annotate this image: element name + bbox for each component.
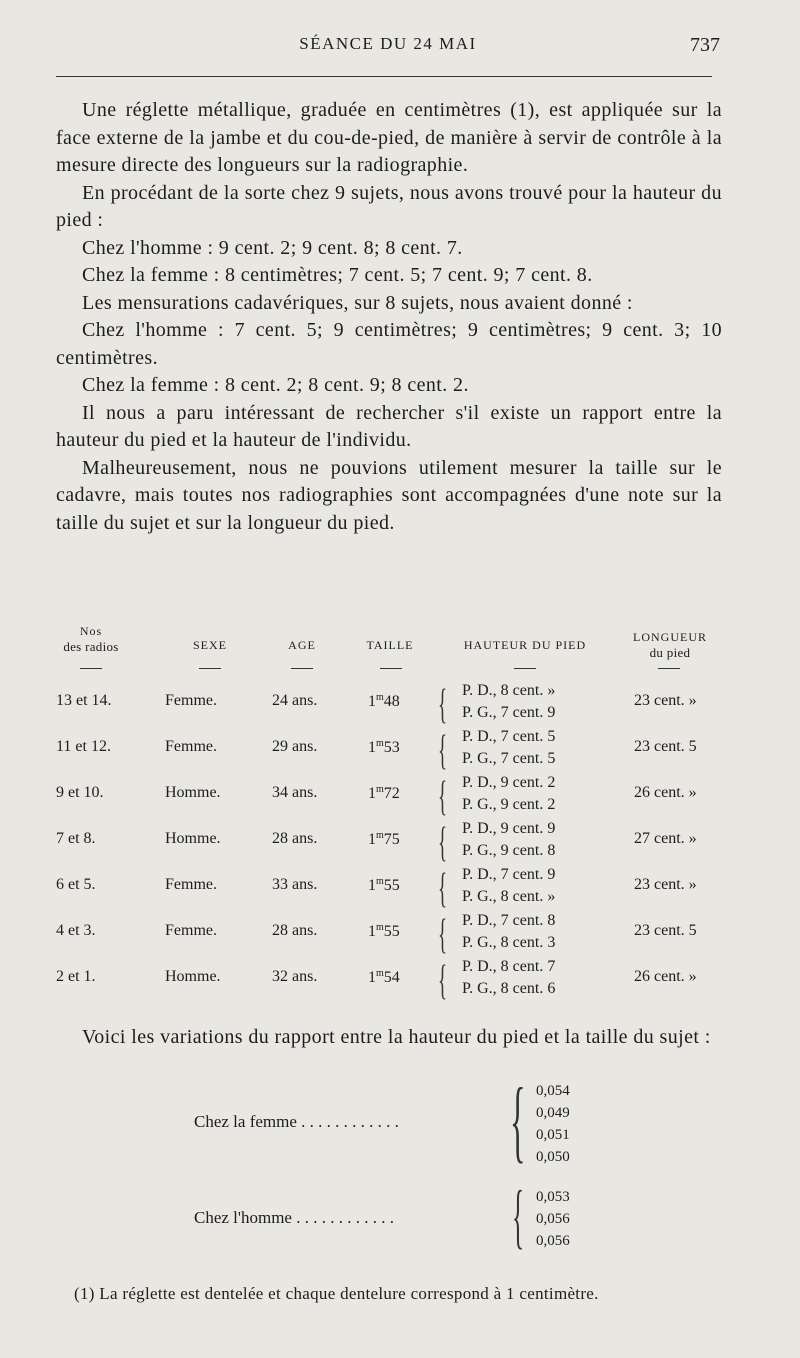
table-row	[50, 726, 730, 772]
pied-gauche: P. G., 7 cent. 9	[462, 704, 556, 721]
brace-icon: {	[438, 774, 448, 820]
table-row	[50, 864, 730, 910]
header-title: SÉANCE DU 24 MAI	[299, 34, 477, 53]
ratio-value: 0,056	[536, 1233, 570, 1249]
paragraph: Chez l'homme : 7 cent. 5; 9 centimètres; 9 centimètres; 9 cent. 3; 10 centimètres.	[56, 319, 722, 369]
cell-taille	[368, 876, 400, 895]
taille-cm: 75	[383, 831, 400, 848]
running-header	[56, 34, 720, 62]
cell-age: 34 ans.	[272, 784, 318, 801]
cell-nos: 9 et 10.	[56, 784, 104, 801]
cell-sexe: Homme.	[165, 830, 221, 847]
cell-age: 29 ans.	[272, 738, 318, 755]
header-dash	[199, 668, 221, 669]
brace-icon: {	[438, 958, 448, 1004]
paragraph: Les mensurations cadavériques, sur 8 sujets, nous avaient donné :	[82, 291, 633, 314]
cell-longueur: 26 cent. »	[634, 968, 697, 985]
taille-cm: 48	[383, 693, 400, 710]
cell-sexe: Homme.	[165, 968, 221, 985]
cell-taille	[368, 830, 400, 849]
cell-age: 33 ans.	[272, 876, 318, 893]
header-nos-line2: des radios	[63, 639, 119, 654]
cell-hauteur	[462, 864, 555, 908]
ratio-femme-values	[536, 1080, 570, 1168]
pied-gauche: P. G., 9 cent. 8	[462, 842, 556, 859]
cell-longueur: 23 cent. 5	[634, 738, 697, 755]
header-hauteur: HAUTEUR DU PIED	[463, 638, 587, 652]
taille-unit: m	[376, 692, 384, 703]
ratio-femme-label: Chez la femme . . . . . . . . . . . .	[194, 1112, 399, 1131]
taille-m: 1	[368, 969, 376, 986]
taille-unit: m	[376, 876, 384, 887]
cell-taille	[368, 922, 400, 941]
paragraph: En procédant de la sorte chez 9 sujets, nous avons trouvé pour la hauteur du pied :	[56, 181, 722, 231]
pied-droit: P. D., 8 cent. 7	[462, 958, 556, 975]
cell-longueur: 23 cent. »	[634, 876, 697, 893]
cell-age: 32 ans.	[272, 968, 318, 985]
pied-droit: P. D., 7 cent. 5	[462, 728, 556, 745]
cell-nos: 4 et 3.	[56, 922, 96, 939]
header-dash	[80, 668, 102, 669]
header-longueur-line2: du pied	[649, 645, 691, 660]
taille-unit: m	[376, 922, 384, 933]
header-nos-line1: Nos	[79, 624, 103, 638]
taille-m: 1	[368, 739, 376, 756]
taille-m: 1	[368, 923, 376, 940]
ratio-value: 0,054	[536, 1083, 570, 1099]
header-rule	[56, 76, 712, 77]
taille-m: 1	[368, 693, 376, 710]
main-text	[56, 97, 722, 537]
cell-nos: 11 et 12.	[56, 738, 111, 755]
cell-nos: 2 et 1.	[56, 968, 96, 985]
table-row	[50, 772, 730, 818]
paragraph: Il nous a paru intéressant de rechercher s'il existe un rapport entre la hauteur du pied et la hauteur de l'individu.	[56, 401, 722, 451]
taille-m: 1	[368, 877, 376, 894]
cell-hauteur	[462, 680, 555, 724]
brace-icon: {	[438, 866, 448, 912]
header-dash	[291, 668, 313, 669]
pied-droit: P. D., 9 cent. 9	[462, 820, 556, 837]
paragraph: Chez la femme : 8 cent. 2; 8 cent. 9; 8 cent. 2.	[82, 374, 469, 396]
paragraph: Malheureusement, nous ne pouvions utilement mesurer la taille sur le cadavre, mais toutes nos radiographies sont accompagnées d'une note sur la taille du sujet et sur la longueur du pied.	[56, 456, 722, 534]
header-dash	[658, 668, 680, 669]
cell-longueur: 26 cent. »	[634, 784, 697, 801]
cell-hauteur	[462, 956, 555, 1000]
cell-age: 28 ans.	[272, 922, 318, 939]
taille-cm: 54	[383, 969, 400, 986]
cell-longueur: 27 cent. »	[634, 830, 697, 847]
cell-longueur: 23 cent. 5	[634, 922, 697, 939]
brace-icon: {	[438, 682, 448, 728]
pied-droit: P. D., 7 cent. 9	[462, 866, 556, 883]
cell-nos: 13 et 14.	[56, 692, 112, 709]
taille-unit: m	[376, 968, 384, 979]
taille-cm: 72	[383, 785, 400, 802]
brace-icon: {	[438, 820, 448, 866]
taille-m: 1	[368, 785, 376, 802]
taille-cm: 55	[383, 923, 400, 940]
header-dash	[514, 668, 536, 669]
variations-paragraph	[56, 1024, 722, 1052]
brace-icon: {	[512, 1176, 525, 1256]
header-nos	[56, 624, 126, 654]
brace-icon: {	[438, 728, 448, 774]
cell-hauteur	[462, 818, 555, 862]
pied-droit: P. D., 7 cent. 8	[462, 912, 556, 929]
ratio-value: 0,050	[536, 1149, 570, 1165]
paragraph: Voici les variations du rapport entre la hauteur du pied et la taille du sujet :	[82, 1026, 711, 1048]
footnote: (1) La réglette est dentelée et chaque dentelure correspond à 1 centimètre.	[74, 1284, 599, 1303]
pied-droit: P. D., 8 cent. »	[462, 682, 556, 699]
cell-sexe: Femme.	[165, 922, 217, 939]
brace-icon: {	[510, 1069, 526, 1171]
header-age: AGE	[288, 638, 316, 652]
ratio-homme-values	[536, 1186, 570, 1252]
cell-taille	[368, 738, 400, 757]
table-row	[50, 680, 730, 726]
pied-gauche: P. G., 7 cent. 5	[462, 750, 556, 767]
cell-age: 24 ans.	[272, 692, 318, 709]
cell-age: 28 ans.	[272, 830, 318, 847]
taille-m: 1	[368, 831, 376, 848]
cell-taille	[368, 784, 400, 803]
taille-cm: 53	[383, 739, 400, 756]
cell-sexe: Homme.	[165, 784, 221, 801]
cell-longueur: 23 cent. »	[634, 692, 697, 709]
header-dash	[380, 668, 402, 669]
cell-nos: 6 et 5.	[56, 876, 96, 893]
taille-unit: m	[376, 738, 384, 749]
cell-sexe: Femme.	[165, 738, 217, 755]
measurements-table	[50, 624, 730, 1004]
table-row	[50, 956, 730, 1002]
paragraph: Chez l'homme : 9 cent. 2; 9 cent. 8; 8 cent. 7.	[82, 236, 463, 259]
taille-cm: 55	[383, 877, 400, 894]
paragraph: Une réglette métallique, graduée en centimètres (1), est appliquée sur la face externe de la jambe et du cou-de-pied, de manière à servir de contrôle à la mesure directe des longueurs sur la radiographie.	[56, 99, 722, 176]
brace-icon: {	[438, 912, 448, 958]
cell-taille	[368, 968, 400, 987]
table-row	[50, 910, 730, 956]
pied-droit: P. D., 9 cent. 2	[462, 774, 556, 791]
ratio-value: 0,049	[536, 1105, 570, 1121]
header-taille: TAILLE	[366, 638, 414, 652]
ratio-value: 0,053	[536, 1189, 570, 1205]
ratio-value: 0,051	[536, 1127, 570, 1143]
pied-gauche: P. G., 9 cent. 2	[462, 796, 556, 813]
cell-taille	[368, 692, 400, 711]
cell-hauteur	[462, 726, 555, 770]
taille-unit: m	[376, 784, 384, 795]
cell-sexe: Femme.	[165, 876, 217, 893]
cell-hauteur	[462, 910, 555, 954]
pied-gauche: P. G., 8 cent. »	[462, 888, 556, 905]
cell-sexe: Femme.	[165, 692, 217, 709]
pied-gauche: P. G., 8 cent. 3	[462, 934, 556, 951]
ratio-homme-label: Chez l'homme . . . . . . . . . . . .	[194, 1208, 394, 1227]
cell-nos: 7 et 8.	[56, 830, 96, 847]
page-number: 737	[690, 34, 720, 56]
paragraph: Chez la femme : 8 centimètres; 7 cent. 5; 7 cent. 9; 7 cent. 8.	[82, 264, 593, 286]
taille-unit: m	[376, 830, 384, 841]
table-row	[50, 818, 730, 864]
cell-hauteur	[462, 772, 555, 816]
header-longueur-line1: LONGUEUR	[633, 630, 707, 644]
header-longueur	[625, 630, 715, 660]
header-sexe: SEXE	[193, 638, 227, 652]
pied-gauche: P. G., 8 cent. 6	[462, 980, 556, 997]
ratio-value: 0,056	[536, 1211, 570, 1227]
